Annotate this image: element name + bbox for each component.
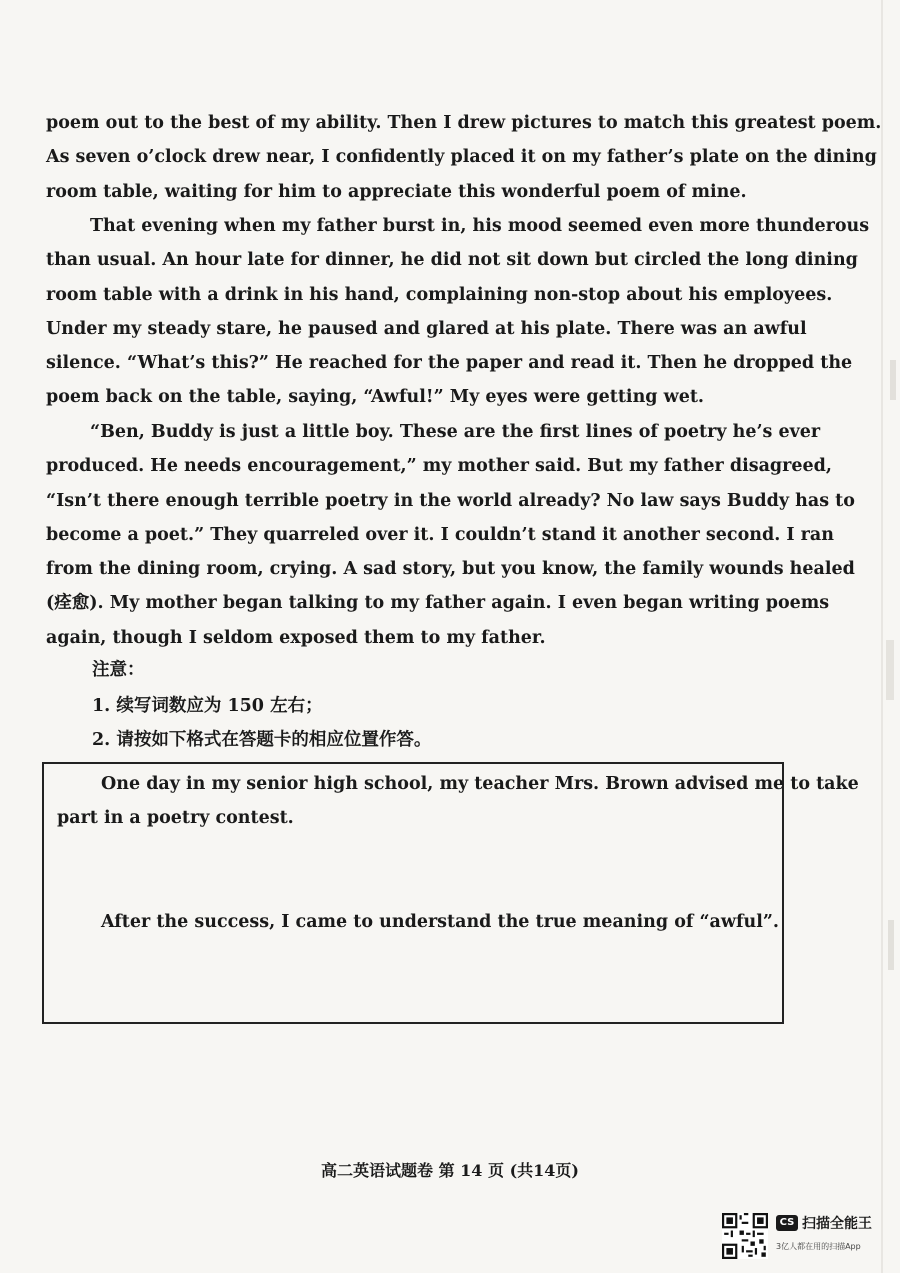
answer-format-box: [42, 762, 859, 1024]
continuation-prompt-2: After the success, I came to understand the true meaning of “awful”.: [101, 912, 780, 932]
text-line: silence. “What’s this?” He reached for the paper and read it. Then he dropped the: [46, 353, 853, 374]
story-paragraph-1: [46, 106, 882, 209]
text-line: Under my steady stare, he paused and glared at his plate. There was an awful: [46, 318, 807, 339]
text-line: (痊愈). My mother began talking to my father again. I even began writing poems: [46, 593, 830, 614]
text-line: again, though I seldom exposed them to my father.: [46, 627, 546, 648]
page-footer: 高二英语试题卷 第 14 页 (共14页): [321, 1161, 579, 1180]
scanner-app-name: 扫描全能王: [802, 1216, 872, 1232]
qr-code-icon: [722, 1213, 768, 1259]
text-line: That evening when my father burst in, his mood seemed even more thunderous: [90, 216, 870, 236]
notes-heading: 注意：: [92, 660, 145, 680]
camscanner-logo-icon: CS: [776, 1215, 798, 1231]
text-line: poem out to the best of my ability. Then I drew pictures to match this greatest poem.: [46, 113, 882, 133]
text-line: room table, waiting for him to appreciate this wonderful poem of mine.: [46, 181, 747, 202]
text-line: from the dining room, crying. A sad story, but you know, the family wounds healed: [46, 559, 855, 580]
continuation-prompt-1-line-2: part in a poetry contest.: [57, 808, 294, 828]
text-line: As seven o’clock drew near, I confidently placed it on my father’s plate on the dining: [46, 147, 877, 168]
story-paragraph-2: [46, 209, 870, 415]
text-line: than usual. An hour late for dinner, he did not sit down but circled the long dining: [46, 250, 858, 271]
text-line: poem back on the table, saying, “Awful!” My eyes were getting wet.: [46, 387, 705, 408]
text-line: become a poet.” They quarreled over it. I couldn’t stand it another second. I ran: [46, 524, 834, 545]
scan-edge-marks: [840, 0, 900, 1273]
scanner-tagline: 3亿人都在用的扫描App: [776, 1242, 861, 1251]
text-line: “Isn’t there enough terrible poetry in the world already? No law says Buddy has to: [46, 490, 855, 511]
text-line: room table with a drink in his hand, complaining non-stop about his employees.: [46, 284, 833, 305]
scanner-watermark: [722, 1213, 872, 1259]
text-line: produced. He needs encouragement,” my mother said. But my father disagreed,: [46, 456, 832, 477]
notes-item-format: 2. 请按如下格式在答题卡的相应位置作答。: [92, 730, 432, 750]
notes-item-word-count: 1. 续写词数应为 150 左右；: [92, 696, 323, 716]
story-paragraph-3: [46, 415, 855, 655]
continuation-prompt-1: One day in my senior high school, my teacher Mrs. Brown advised me to take: [101, 774, 859, 794]
text-line: “Ben, Buddy is just a little boy. These are the first lines of poetry he’s ever: [90, 422, 821, 442]
